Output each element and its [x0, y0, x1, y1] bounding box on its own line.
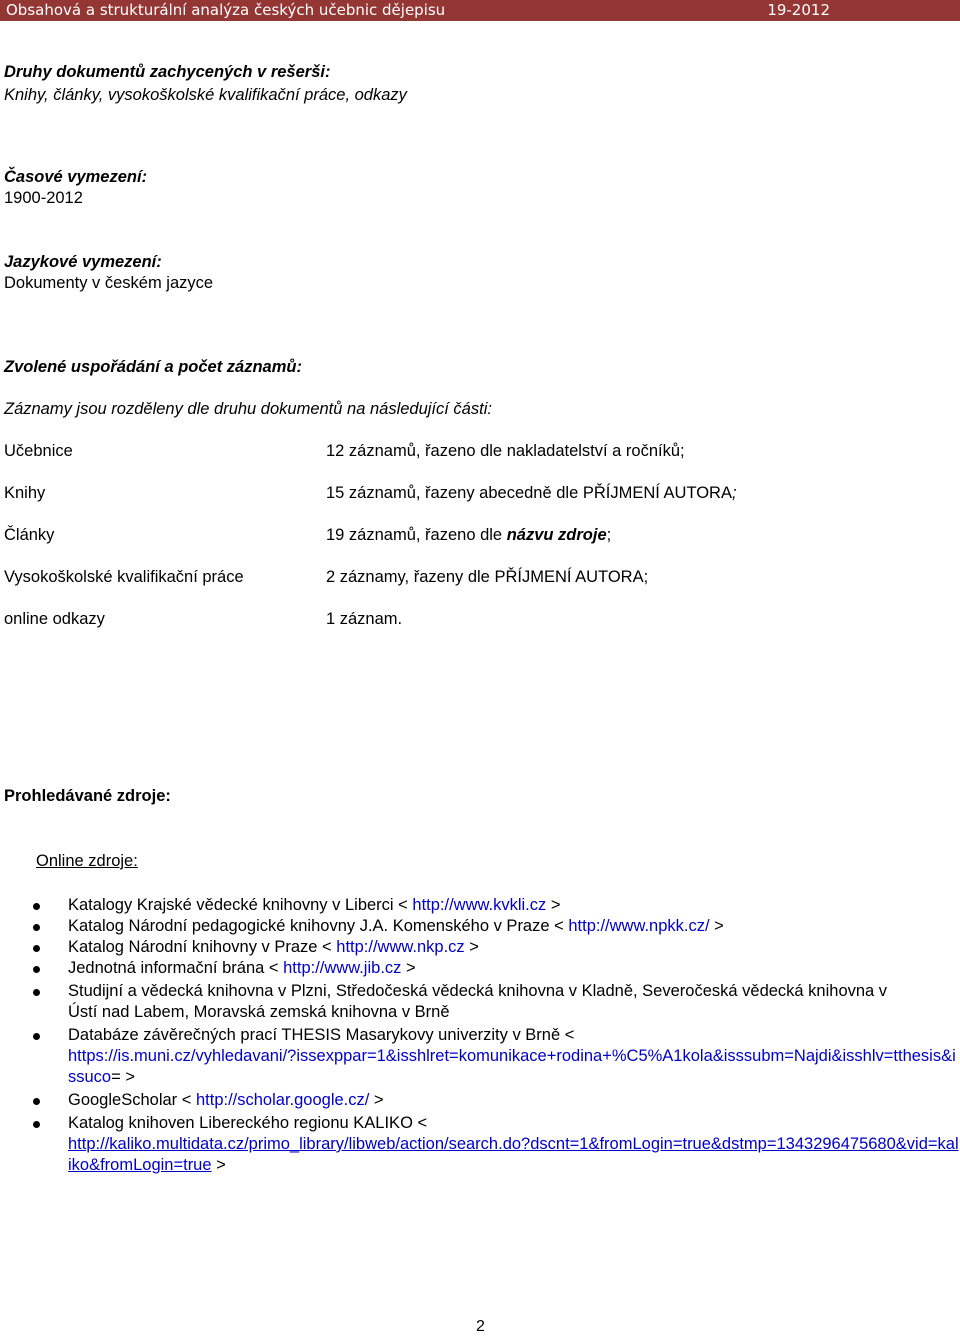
- list-item: [0, 1025, 960, 1088]
- source-link[interactable]: https://is.muni.cz/vyhledavani/?issexppar=1&isshlret=komunikace+rodina+%C5%A1kola&isssubm=Najdi&isshlv=tthesis&issuco: [68, 1047, 956, 1086]
- item-suffix: >: [211, 1156, 226, 1174]
- item-text: GoogleScholar <: [68, 1091, 196, 1109]
- item-suffix: >: [546, 896, 561, 914]
- list-item: [0, 1090, 960, 1111]
- sources-heading: Prohledávané zdroje:: [4, 787, 171, 805]
- item-text: Katalog Národní knihovny v Praze <: [68, 938, 337, 956]
- lang-heading: Jazykové vymezení:: [4, 253, 162, 271]
- category-desc-emphasis: názvu zdroje: [506, 526, 607, 544]
- list-item: [0, 958, 960, 979]
- source-link[interactable]: http://www.npkk.cz/: [568, 917, 710, 935]
- item-text: Katalog knihoven Libereckého regionu KALIKO <: [68, 1114, 428, 1132]
- bullet-icon: [33, 945, 40, 952]
- list-item: [0, 1113, 960, 1176]
- item-suffix: = >: [111, 1068, 135, 1086]
- category-name: Učebnice: [4, 442, 73, 460]
- source-link[interactable]: http://www.kvkli.cz: [412, 896, 547, 914]
- category-name: Knihy: [4, 484, 46, 502]
- header-year: 19-2012: [767, 1, 830, 19]
- source-link[interactable]: http://www.nkp.cz: [336, 938, 465, 956]
- bullet-icon: [33, 989, 40, 996]
- page-number: 2: [476, 1318, 485, 1335]
- order-intro: Záznamy jsou rozděleny dle druhu dokumentů na následující části:: [4, 400, 492, 418]
- order-heading: Zvolené uspořádání a počet záznamů:: [4, 358, 302, 376]
- bullet-icon: [33, 1033, 40, 1040]
- online-sources-heading: Online zdroje:: [36, 852, 138, 870]
- list-item: [0, 916, 960, 937]
- time-heading: Časové vymezení:: [4, 168, 148, 186]
- source-link[interactable]: http://scholar.google.cz/: [195, 1091, 370, 1109]
- bullet-icon: [33, 1098, 40, 1105]
- item-text: Studijní a vědecká knihovna v Plzni, Středočeská vědecká knihovna v Kladně, Severočeská vědecká knihovna v Ústí nad Labem, Moravská zemská knihovna v Brně: [68, 982, 888, 1021]
- item-text: Katalog Národní pedagogické knihovny J.A. Komenského v Praze <: [68, 917, 569, 935]
- bullet-icon: [33, 903, 40, 910]
- running-header: [0, 0, 960, 21]
- sources-list: [0, 895, 960, 1176]
- item-suffix: >: [369, 1091, 384, 1109]
- category-desc-punct: ;: [606, 526, 612, 544]
- bullet-icon: [33, 966, 40, 973]
- category-name: Články: [4, 526, 55, 544]
- list-item: [0, 937, 960, 958]
- list-item: [0, 981, 960, 1023]
- item-text: Databáze závěrečných prací THESIS Masarykovy univerzity v Brně <: [68, 1026, 575, 1044]
- source-link[interactable]: http://www.jib.cz: [283, 959, 402, 977]
- category-desc-text: 19 záznamů, řazeno dle: [326, 526, 507, 544]
- category-desc: 2 záznamy, řazeny dle PŘÍJMENÍ AUTORA;: [326, 568, 649, 586]
- header-title: Obsahová a strukturální analýza českých učebnic dějepisu: [6, 1, 446, 19]
- doc-types-heading: Druhy dokumentů zachycených v rešerši:: [4, 63, 331, 81]
- source-link[interactable]: http://kaliko.multidata.cz/primo_library/libweb/action/search.do?dscnt=1&fromLogin=true&dstmp=1343296475680&vid=kaliko&fromLogin=true: [68, 1135, 959, 1174]
- bullet-icon: [33, 1121, 40, 1128]
- category-desc: [326, 483, 737, 503]
- doc-types-value: Knihy, články, vysokoškolské kvalifikační práce, odkazy: [4, 86, 407, 104]
- item-text: Katalogy Krajské vědecké knihovny v Liberci <: [68, 896, 413, 914]
- lang-value: Dokumenty v českém jazyce: [4, 274, 214, 292]
- time-value: 1900-2012: [4, 189, 83, 207]
- category-name: Vysokoškolské kvalifikační práce: [4, 568, 244, 586]
- list-item: [0, 895, 960, 916]
- category-desc: 12 záznamů, řazeno dle nakladatelství a ročníků;: [326, 442, 685, 460]
- category-desc: [326, 525, 611, 545]
- category-desc-text: 15 záznamů, řazeny abecedně dle PŘÍJMENÍ AUTORA: [326, 484, 732, 502]
- category-desc-punct: ;: [731, 484, 737, 502]
- category-desc: 1 záznam.: [326, 610, 403, 628]
- item-text: Jednotná informační brána <: [68, 959, 284, 977]
- bullet-icon: [33, 924, 40, 931]
- item-suffix: >: [709, 917, 724, 935]
- item-suffix: >: [464, 938, 479, 956]
- category-name: online odkazy: [4, 610, 105, 628]
- item-suffix: >: [401, 959, 416, 977]
